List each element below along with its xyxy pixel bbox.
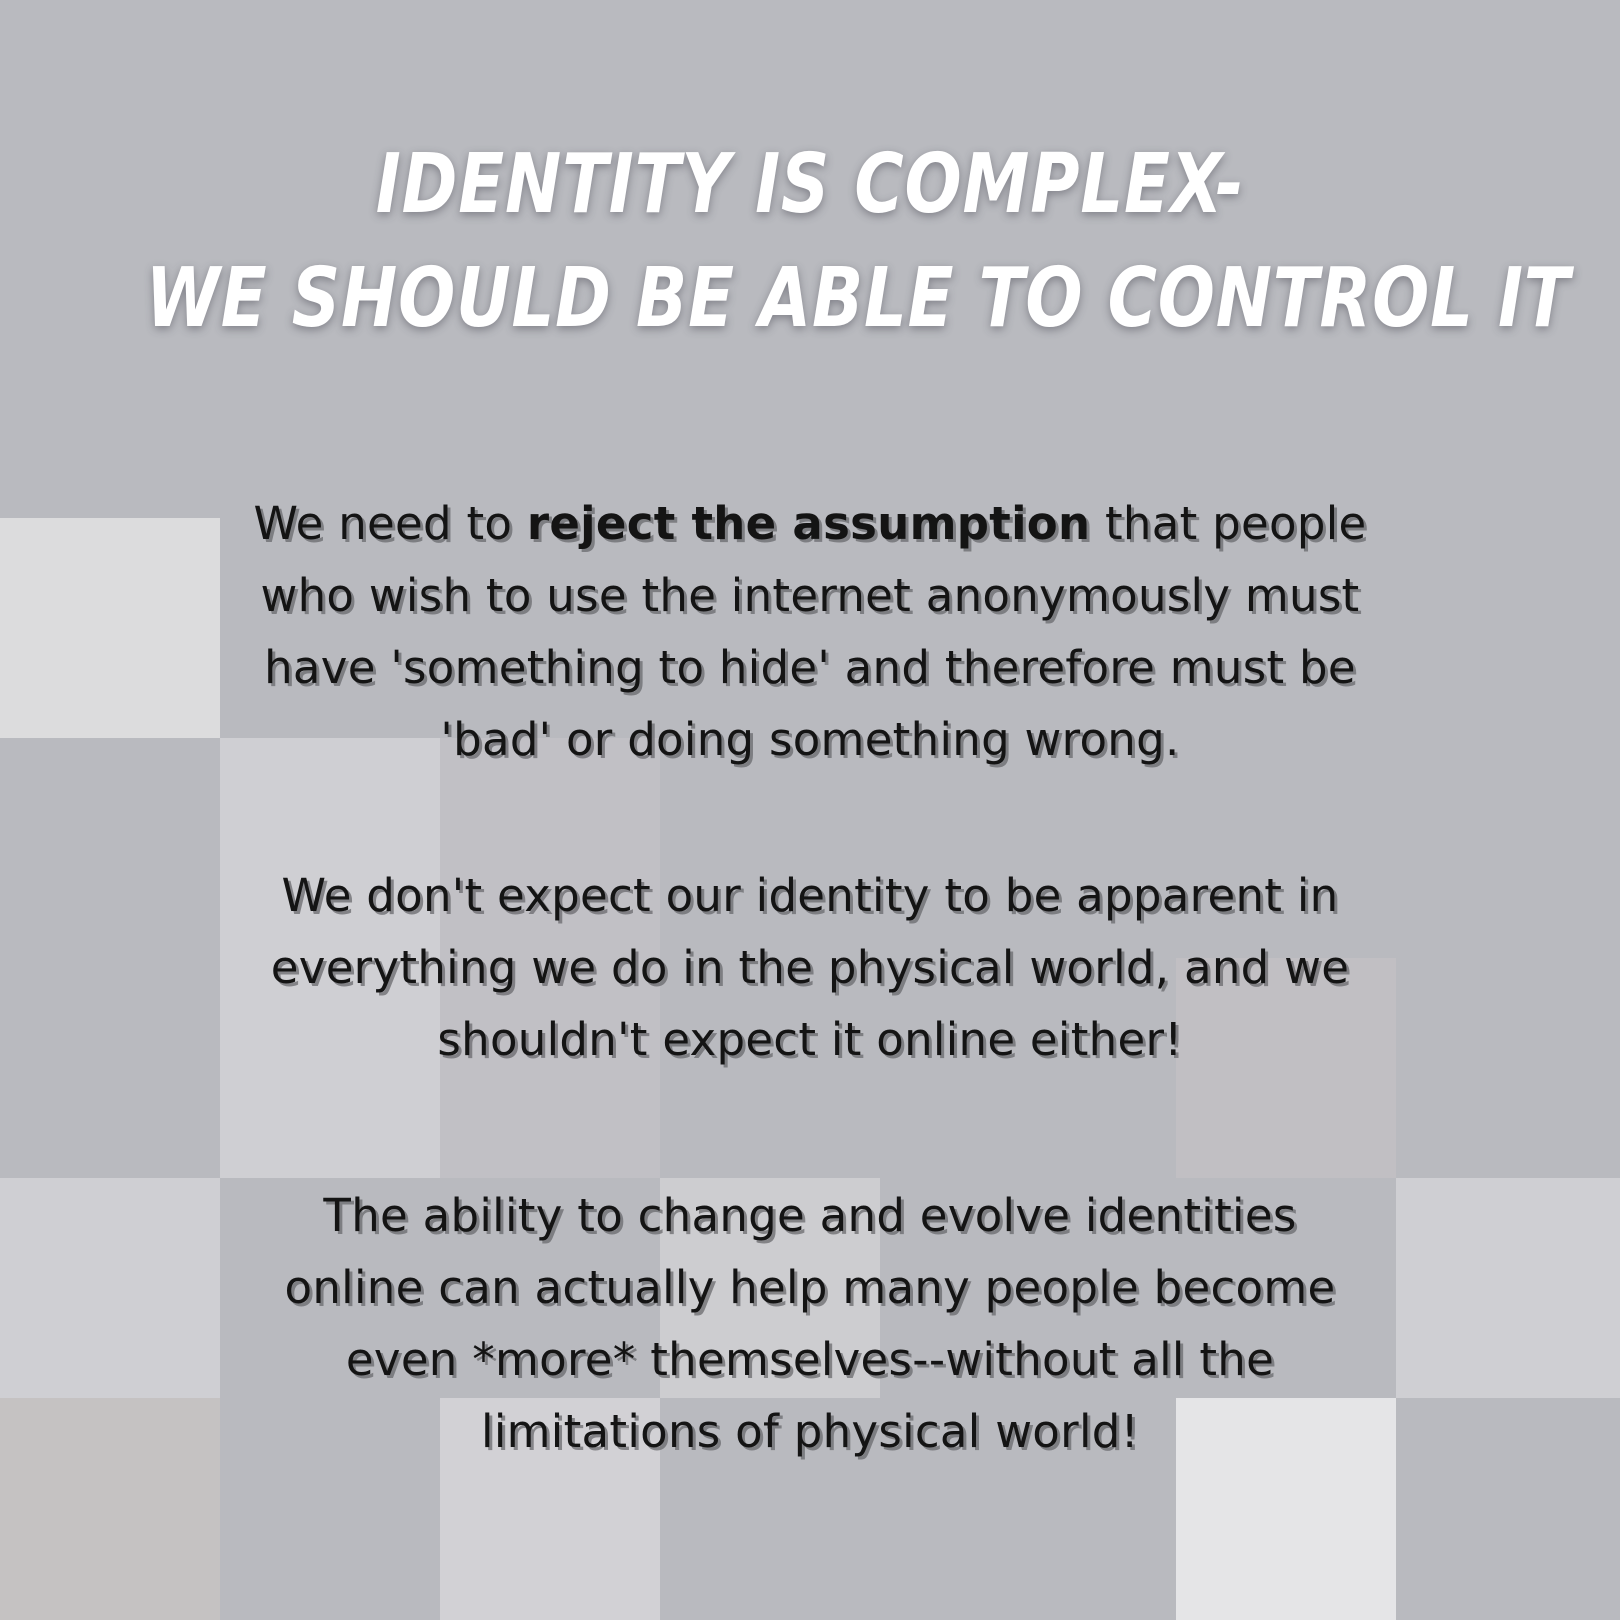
paragraph-line: The ability to change and evolve identities: [323, 1189, 1297, 1242]
paragraph-line: online can actually help many people become: [284, 1261, 1336, 1314]
line-prefix: We need to: [253, 497, 527, 550]
paragraph-line: [130, 488, 1490, 560]
paragraph-line: everything we do in the physical world, and we: [270, 941, 1350, 994]
page-title: [145, 128, 1571, 356]
paragraph-line: have 'something to hide' and therefore must be: [264, 641, 1356, 694]
paragraph-evolve-identities: [130, 1180, 1490, 1468]
title-line-1: IDENTITY IS COMPLEX-: [375, 137, 1245, 232]
paragraph-physical-world: [130, 860, 1490, 1076]
paragraph-line: shouldn't expect it online either!: [437, 1013, 1183, 1066]
paragraph-line: even *more* themselves--without all the: [345, 1333, 1275, 1386]
paragraph-line: 'bad' or doing something wrong.: [440, 713, 1180, 766]
emphasis-text: reject the assumption: [526, 497, 1091, 550]
paragraph-line: who wish to use the internet anonymously must: [260, 569, 1360, 622]
title-line-2: WE SHOULD BE ABLE TO CONTROL IT: [145, 251, 1571, 346]
paragraph-line: limitations of physical world!: [481, 1405, 1139, 1458]
paragraph-anonymity: [130, 488, 1490, 776]
line-suffix: that people: [1090, 497, 1367, 550]
paragraph-line: We don't expect our identity to be apparent in: [281, 869, 1339, 922]
